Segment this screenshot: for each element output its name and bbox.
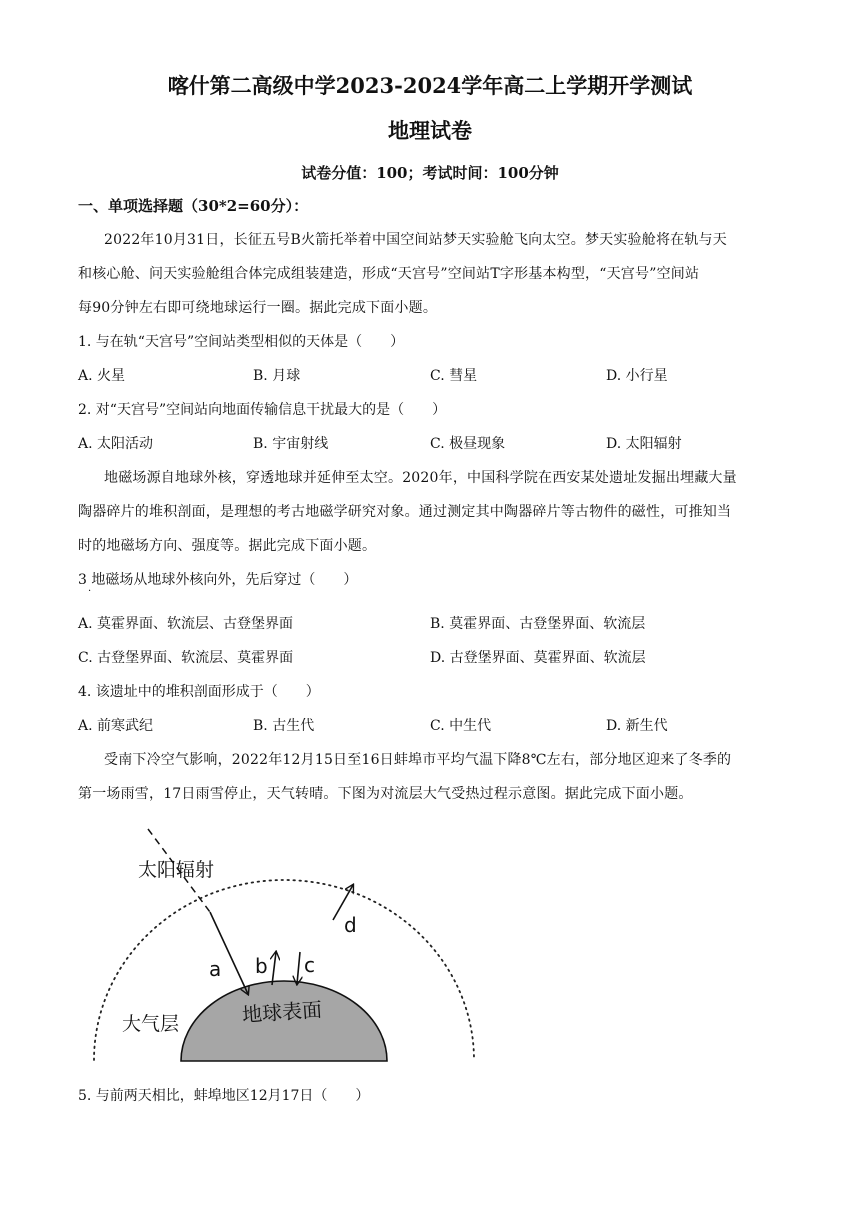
question-2-option-a: A. 太阳活动: [78, 436, 154, 452]
passage1-line-3: 每90分钟左右即可绕地球运行一圈。据此完成下面小题。: [78, 300, 438, 316]
question-4-stem: 4. 该遗址中的堆积剖面形成于（ ）: [78, 684, 320, 700]
section-heading: 一、单项选择题（30*2=60分）：: [78, 197, 309, 215]
question-2-option-c: C. 极昼现象: [430, 436, 506, 452]
question-2-option-d: D. 太阳辐射: [606, 436, 682, 452]
passage2-line-2: 陶器碎片的堆积剖面，是理想的考古地磁学研究对象。通过测定其中陶器碎片等古物件的磁性，可推知当: [78, 504, 732, 520]
question-1-option-b: B. 月球: [253, 368, 301, 384]
question-1-option-c: C. 彗星: [430, 368, 478, 384]
question-4-option-b: B. 古生代: [253, 718, 315, 734]
passage2-line-3: 时的地磁场方向、强度等。据此完成下面小题。: [78, 538, 377, 554]
question-4-option-a: A. 前寒武纪: [78, 718, 154, 734]
question-2-stem: 2. 对“天宫号”空间站向地面传输信息干扰最大的是（ ）: [78, 402, 447, 418]
question-2-option-b: B. 宇宙射线: [253, 436, 329, 452]
solar-radiation-label: 太阳辐射: [138, 859, 215, 881]
page-subtitle: 地理试卷: [388, 118, 472, 143]
question-5-stem: 5. 与前两天相比，蚌埠地区12月17日（ ）: [78, 1088, 370, 1104]
exam-meta: 试卷分值：100；考试时间：100分钟: [301, 164, 559, 182]
arrow-b: [272, 952, 276, 985]
passage3-line-2: 第一场雨雪，17日雨雪停止，天气转晴。下图为对流层大气受热过程示意图。据此完成下面小题。: [78, 786, 693, 802]
arrow-a: [210, 912, 248, 994]
question-1-stem: 1. 与在轨“天宫号”空间站类型相似的天体是（ ）: [78, 334, 405, 350]
question-1-option-a: A. 火星: [78, 368, 126, 384]
earth-surface-label: 地球表面: [241, 997, 323, 1027]
question-3-stem: 3 地磁场从地球外核向外，先后穿过（ ）: [78, 572, 358, 588]
question-4-option-c: C. 中生代: [430, 718, 492, 734]
arrow-b-label: b: [255, 954, 268, 978]
question-1-option-d: D. 小行星: [606, 368, 668, 384]
arrow-c: [297, 952, 300, 984]
question-3-option-d: D. 古登堡界面、莫霍界面、软流层: [430, 650, 646, 666]
question-3-option-a: A. 莫霍界面、软流层、古登堡界面: [78, 616, 294, 632]
question-3-option-c: C. 古登堡界面、软流层、莫霍界面: [78, 650, 294, 666]
passage3-line-1: 受南下冷空气影响，2022年12月15日至16日蚌埠市平均气温下降8℃左右，部分地区迎来了冬季的: [104, 752, 732, 768]
passage1-line-1: 2022年10月31日，长征五号B火箭托举着中国空间站梦天实验舱飞向太空。梦天实验舱将在轨与天: [104, 232, 727, 248]
arrow-a-label: a: [209, 957, 222, 981]
passage1-line-2: 和核心舱、问天实验舱组合体完成组装建造，形成“天宫号”空间站T字形基本构型，“天宫号”空间站: [78, 266, 700, 282]
stray-dot: ·: [88, 586, 92, 597]
atmosphere-label: 大气层: [122, 1013, 180, 1035]
arrow-d-label: d: [344, 913, 357, 937]
question-3-option-b: B. 莫霍界面、古登堡界面、软流层: [430, 616, 646, 632]
passage2-line-1: 地磁场源自地球外核，穿透地球并延伸至太空。2020年，中国科学院在西安某处遗址发掘出埋藏大量: [104, 470, 737, 486]
page-title: 喀什第二高级中学2023-2024学年高二上学期开学测试: [167, 73, 693, 98]
arrow-c-label: c: [304, 953, 315, 977]
question-4-option-d: D. 新生代: [606, 718, 668, 734]
